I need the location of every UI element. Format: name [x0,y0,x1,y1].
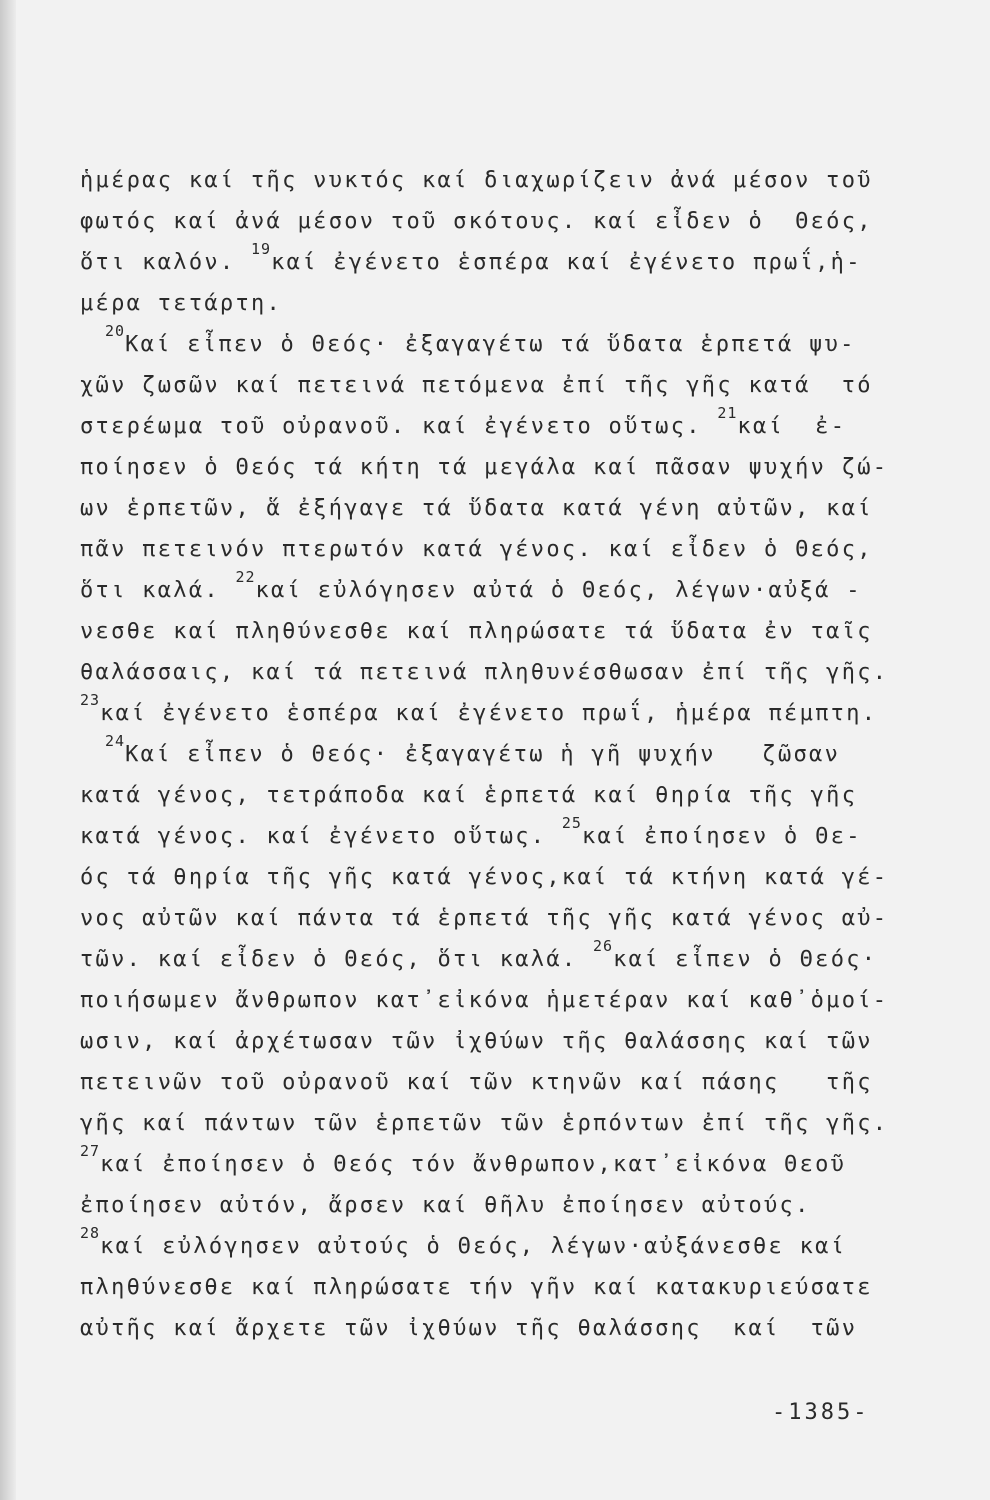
text-line-16: κατά γένος, τετράποδα καί ἑρπετά καί θηρία τῆς γῆς [80,783,858,808]
verse-number: 19 [251,240,272,258]
text-line-12: νεσθε καί πληθύνεσθε καί πληρώσατε τά ὕδατα ἐν ταῖς [80,619,873,644]
text-line-13: θαλάσσαις, καί τά πετεινά πληθυνέσθωσαν ἐπί τῆς γῆς. [80,660,889,685]
text-line-7: στερέωμα τοῦ οὐρανοῦ. καί ἐγένετο οὕτως. 21 καί ἐ- [80,408,940,442]
text-line-23: πετεινῶν τοῦ οὐρανοῦ καί τῶν κτηνῶν καί πάσης τῆς [80,1070,873,1095]
text-line-9: ων ἑρπετῶν, ἅ ἐξήγαγε τά ὕδατα κατά γένη αὐτῶν, καί [80,496,873,521]
verse-number: 23 [80,691,101,709]
verse-number: 26 [593,937,614,955]
verse-number: 25 [561,814,582,832]
text-line-26: ἐποίησεν αὐτόν, ἄρσεν καί θῆλυ ἐποίησεν αὐτούς. [80,1193,811,1218]
text-line-6: χῶν ζωσῶν καί πετεινά πετόμενα ἐπί τῆς γῆς κατά τό [80,373,873,398]
text-line-22: ωσιν, καί ἀρχέτωσαν τῶν ἰχθύων τῆς θαλάσσης καί τῶν [80,1029,873,1054]
text-line-3: ὅτι καλόν. 19 καί ἐγένετο ἑσπέρα καί ἐγένετο πρωΐ,ἡ- [80,244,940,278]
text-line-21: ποιήσωμεν ἄνθρωπον κατ᾽εἰκόνα ἡμετέραν καί καθ᾽ὁμοί- [80,988,889,1013]
text-line-15: 24 Καί εἶπεν ὁ Θεός· ἐξαγαγέτω ἡ γῆ ψυχήν ζῶσαν [105,736,965,770]
text-line-2: φωτός καί ἀνά μέσον τοῦ σκότους. καί εἶδεν ὁ Θεός, [80,209,873,234]
verse-number: 21 [717,404,738,422]
page-number: -1385- [772,1400,870,1425]
text-line-20: τῶν. καί εἶδεν ὁ Θεός, ὅτι καλά. 26 καί εἶπεν ὁ Θεός· [80,941,940,975]
text-line-28: πληθύνεσθε καί πληρώσατε τήν γῆν καί κατακυριεύσατε [80,1275,873,1300]
verse-number: 24 [105,732,126,750]
text-line-17: κατά γένος. καί ἐγένετο οὕτως. 25 καί ἐποίησεν ὁ Θε- [80,818,940,852]
text-line-1: ἡμέρας καί τῆς νυκτός καί διαχωρίζειν ἀνά μέσον τοῦ [80,168,873,193]
text-line-29: αὐτῆς καί ἄρχετε τῶν ἰχθύων τῆς θαλάσσης καί τῶν [80,1316,858,1341]
text-line-8: ποίησεν ὁ Θεός τά κήτη τά μεγάλα καί πᾶσαν ψυχήν ζώ- [80,455,889,480]
verse-number: 22 [235,568,256,586]
text-line-24: γῆς καί πάντων τῶν ἑρπετῶν τῶν ἑρπόντων ἐπί τῆς γῆς. [80,1111,889,1136]
text-line-19: νος αὐτῶν καί πάντα τά ἑρπετά τῆς γῆς κατά γένος αὐ- [80,906,889,931]
text-line-10: πᾶν πετεινόν πτερωτόν κατά γένος. καί εἶδεν ὁ Θεός, [80,537,873,562]
text-line-4: μέρα τετάρτη. [80,291,283,316]
text-line-25: 27 καί ἐποίησεν ὁ Θεός τόν ἄνθρωπον,κατ᾽εἰκόνα Θεοῦ [80,1146,940,1180]
text-line-11: ὅτι καλά. 22 καί εὐλόγησεν αὐτά ὁ Θεός, λέγων·αὐξά - [80,572,940,606]
verse-number: 27 [80,1142,101,1160]
text-line-27: 28 καί εὐλόγησεν αὐτούς ὁ Θεός, λέγων·αὐξάνεσθε καί [80,1228,940,1262]
text-line-14: 23 καί ἐγένετο ἑσπέρα καί ἐγένετο πρωΐ, ἡμέρα πέμπτη. [80,695,940,729]
verse-number: 28 [80,1224,101,1242]
verse-number: 20 [105,322,126,340]
text-line-18: ός τά θηρία τῆς γῆς κατά γένος,καί τά κτήνη κατά γέ- [80,865,889,890]
text-line-5: 20 Καί εἶπεν ὁ Θεός· ἐξαγαγέτω τά ὕδατα ἑρπετά ψυ- [105,326,965,360]
